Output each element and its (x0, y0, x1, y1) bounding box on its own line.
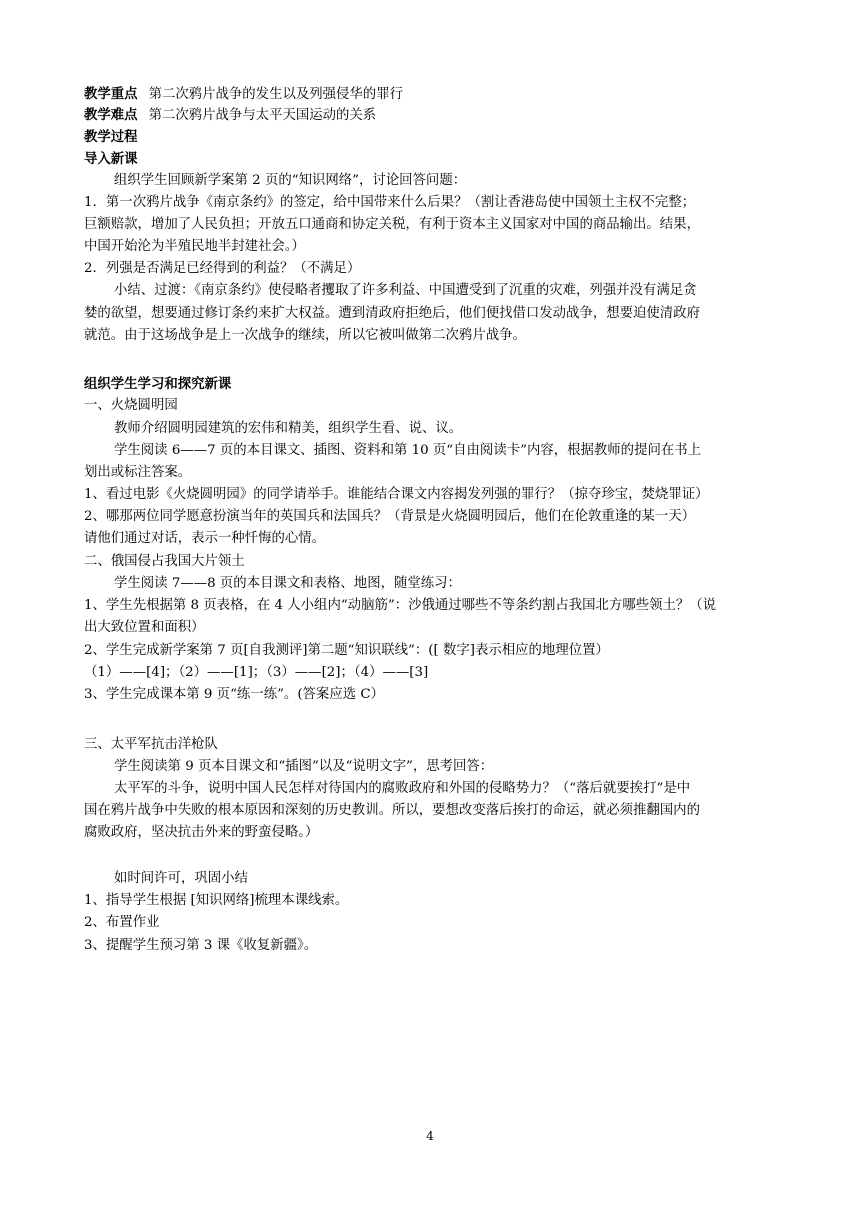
intro-heading: 导入新课 (84, 151, 138, 167)
difficulty-line (84, 105, 376, 126)
summary-line: 3、提醒学生预习第 3 课《收复新疆》。 (84, 938, 318, 953)
summary-title: 如时间许可，巩固小结 (114, 871, 248, 886)
process-heading: 教学过程 (84, 129, 138, 145)
intro-line: 婪的欲望，想要通过修订条约来扩大权益。遭到清政府拒绝后，他们便找借口发动战争，想要迫使清政府 (84, 306, 700, 321)
section-line: 学生阅读 7——8 页的本目课文和表格、地图，随堂练习： (114, 576, 461, 591)
summary-line: 2、布置作业 (84, 915, 160, 930)
section-line: （1）——[4]；（2）——[1]；（3）——[2]；（4）——[3] (84, 665, 429, 680)
section-line: 2、哪那两位同学愿意扮演当年的英国兵和法国兵？（背景是火烧圆明园后，他们在伦敦重逢的某一天） (84, 509, 696, 524)
section-title: 二、俄国侵占我国大片领土 (84, 554, 245, 569)
intro-line: 2．列强是否满足已经得到的利益？（不满足） (84, 261, 361, 276)
section-line: 国在鸦片战争中失败的根本原因和深刻的历史教训。所以，要想改变落后挨打的命运，就必须推翻国内的 (84, 803, 700, 818)
section-line: 1、学生先根据第 8 页表格，在 4 人小组内“动脑筋”：沙俄通过哪些不等条约割占我国北方哪些领土？（说 (84, 598, 717, 613)
section-line: 1、看过电影《火烧圆明园》的同学请举手。谁能结合课文内容揭发列强的罪行？（掠夺珍宝，焚烧罪证） (84, 487, 709, 502)
section-line: 学生阅读 6——7 页的本目课文、插图、资料和第 10 页“自由阅读卡”内容，根据教师的提问在书上 (114, 443, 702, 458)
section-title: 三、太平军抗击洋枪队 (84, 737, 218, 752)
summary-line: 1、指导学生根据 [知识网络]梳理本课线索。 (84, 893, 349, 908)
intro-line: 中国开始沦为半殖民地半封建社会。） (84, 239, 305, 254)
section-line: 教师介绍圆明园建筑的宏伟和精美，组织学生看、说、议。 (114, 421, 463, 436)
key-point-label: 教学重点 (84, 86, 138, 102)
key-point-text: 第二次鸦片战争的发生以及列强侵华的罪行 (148, 87, 403, 102)
section-line: 太平军的斗争，说明中国人民怎样对待国内的腐败政府和外国的侵略势力？（“落后就要挨打”是中 (114, 781, 691, 796)
key-point-line (84, 84, 403, 105)
section-line: 出大致位置和面积） (84, 620, 205, 635)
section-line: 腐败政府，坚决抗击外来的野蛮侵略。） (84, 825, 319, 840)
section-line: 2、学生完成新学案第 7 页[自我测评]第二题“知识联线”：([ 数字]表示相应的地理位置） (84, 643, 609, 658)
study-heading: 组织学生学习和探究新课 (84, 376, 232, 392)
difficulty-label: 教学难点 (84, 107, 138, 123)
intro-line: 巨额赔款，增加了人民负担；开放五口通商和协定关税，有利于资本主义国家对中国的商品输出。结果， (84, 217, 700, 232)
difficulty-text: 第二次鸦片战争与太平天国运动的关系 (148, 108, 377, 123)
page-number: 4 (426, 1129, 434, 1143)
intro-line: 就范。由于这场战争是上一次战争的继续，所以它被叫做第二次鸦片战争。 (84, 328, 526, 343)
section-line: 3、学生完成课本第 9 页“练一练”。(答案应选 C） (84, 687, 384, 702)
section-line: 学生阅读第 9 页本目课文和“插图”以及“说明文字”，思考回答： (114, 759, 494, 774)
section-line: 划出或标注答案。 (84, 465, 192, 480)
intro-line: 小结、过渡：《南京条约》使侵略者攫取了许多利益、中国遭受到了沉重的灾难，列强并没有满足贪 (114, 283, 697, 298)
section-title: 一、火烧圆明园 (84, 398, 178, 413)
intro-line: 组织学生回顾新学案第 2 页的“知识网络”，讨论回答问题： (114, 173, 467, 188)
section-line: 请他们通过对话，表示一种忏悔的心情。 (84, 531, 326, 546)
intro-line: 1．第一次鸦片战争《南京条约》的签定，给中国带来什么后果？（割让香港岛使中国领土主权不完整； (84, 195, 696, 210)
